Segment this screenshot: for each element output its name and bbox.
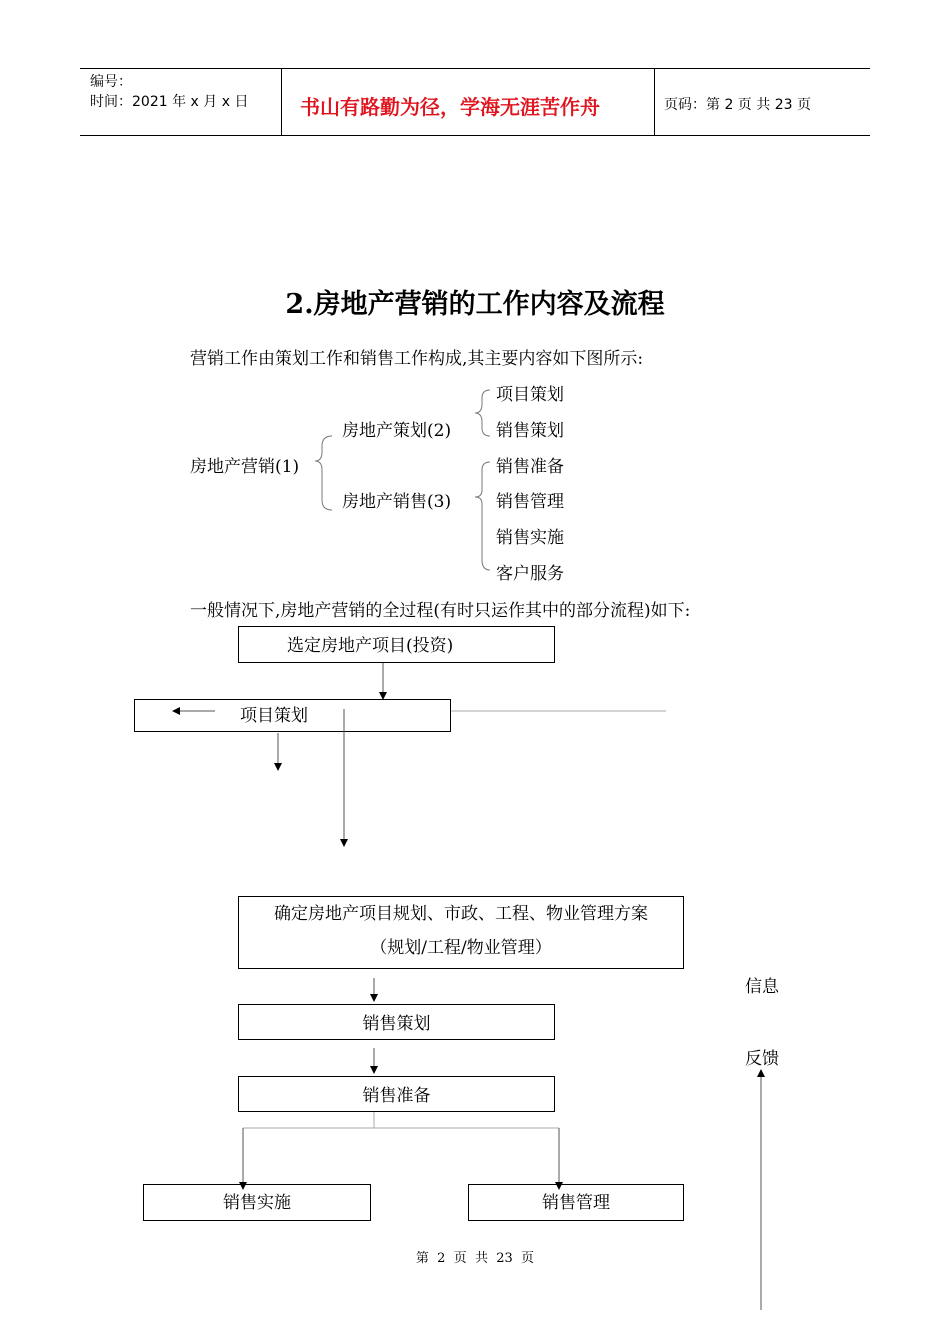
brace-root	[315, 436, 332, 510]
tree-leaf-project-planning: 项目策划	[496, 385, 564, 405]
tree-leaf-sales-mgmt: 销售管理	[496, 492, 564, 512]
brace-planning	[475, 390, 490, 436]
flow-label-sales-impl: 销售实施	[223, 1193, 291, 1213]
header-time: 时间：2021 年 x 月 x 日	[90, 94, 249, 110]
flow-label-sales-mgmt: 销售管理	[542, 1193, 610, 1213]
page-title: 2.房地产营销的工作内容及流程	[285, 289, 665, 320]
header-divider-left	[281, 68, 282, 136]
flow-box-sales-planning	[238, 1004, 555, 1040]
flow-box-select-project	[238, 626, 555, 663]
flow-label-scheme-line2: （规划/工程/物业管理）	[370, 938, 552, 958]
tree-leaf-sales-planning: 销售策划	[496, 421, 564, 441]
flow-label-select-project: 选定房地产项目(投资)	[287, 636, 454, 656]
flow-label-project-planning: 项目策划	[240, 706, 308, 726]
tree-leaf-sales-prep: 销售准备	[496, 457, 564, 477]
tree-branch-planning: 房地产策划(2)	[342, 421, 452, 441]
header-top-rule	[80, 68, 870, 69]
page-footer: 第 2 页 共 23 页	[415, 1251, 535, 1266]
flow-intro-text: 一般情况下,房地产营销的全过程(有时只运作其中的部分流程)如下:	[190, 601, 691, 621]
header-serial: 编号：	[90, 74, 132, 90]
tree-root: 房地产营销(1)	[190, 457, 300, 477]
tree-leaf-sales-impl: 销售实施	[496, 528, 564, 548]
feedback-label-info: 信息	[745, 977, 779, 997]
header-page-info: 页码：第 2 页 共 23 页	[664, 97, 811, 113]
intro-text: 营销工作由策划工作和销售工作构成,其主要内容如下图所示:	[190, 349, 644, 369]
feedback-label-feedback: 反馈	[745, 1049, 779, 1069]
tree-leaf-customer-service: 客户服务	[496, 564, 564, 584]
header-motto: 书山有路勤为径，学海无涯苦作舟	[300, 95, 600, 119]
header-bottom-rule	[80, 135, 870, 136]
flow-box-sales-prep	[238, 1076, 555, 1112]
flow-label-sales-prep: 销售准备	[362, 1086, 431, 1106]
flow-box-sales-mgmt	[468, 1184, 684, 1221]
flow-box-scheme	[238, 896, 684, 969]
header-divider-right	[654, 68, 655, 136]
flow-box-project-planning	[134, 699, 451, 732]
brace-sales	[475, 462, 490, 570]
flow-box-sales-impl	[143, 1184, 371, 1221]
flow-label-scheme-line1: 确定房地产项目规划、市政、工程、物业管理方案	[274, 904, 648, 924]
tree-branch-sales: 房地产销售(3)	[342, 492, 452, 512]
flow-label-sales-planning: 销售策划	[362, 1014, 431, 1034]
